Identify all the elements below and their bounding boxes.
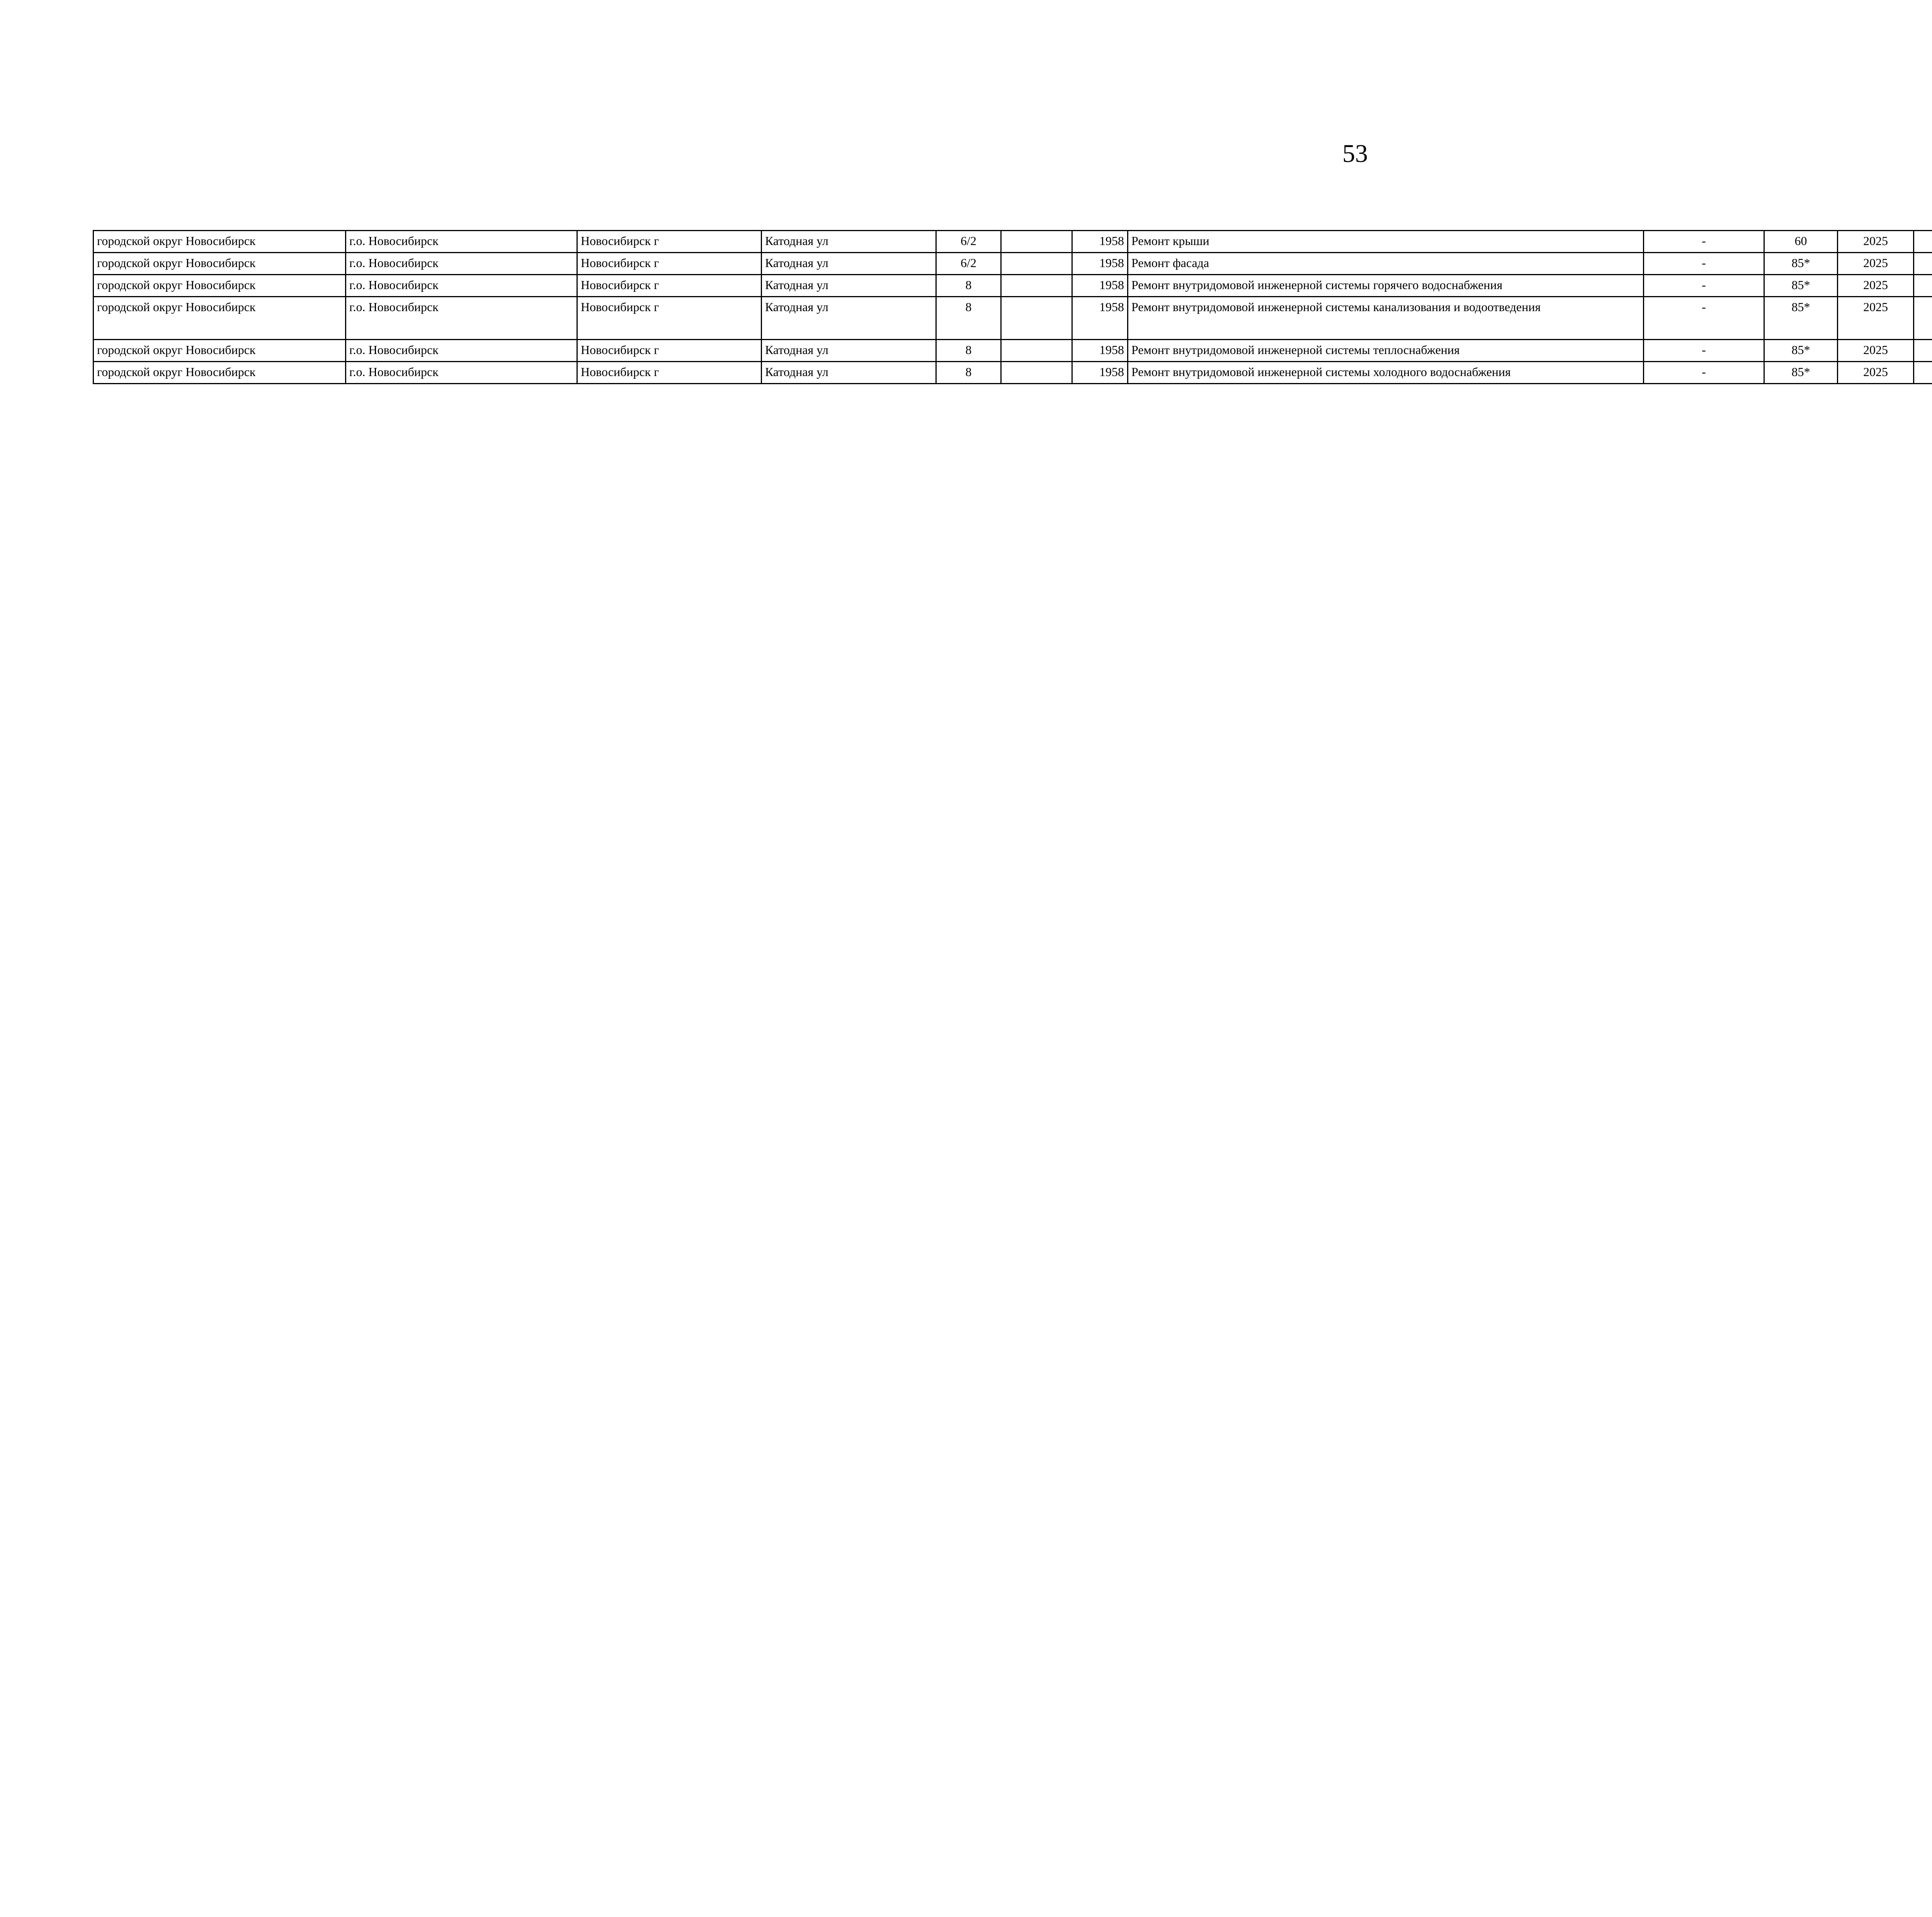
lift-year-cell: -	[1644, 362, 1764, 384]
settlement-cell: г.о. Новосибирск	[346, 362, 577, 384]
lift-year-cell: -	[1644, 253, 1764, 275]
municipality-cell: городской округ Новосибирск	[94, 340, 346, 362]
wear-percent-cell: 85*	[1764, 275, 1838, 297]
house-number-cell: 8	[936, 340, 1001, 362]
work-type-cell: Ремонт внутридомовой инженерной системы теплоснабжения	[1128, 340, 1644, 362]
street-cell: Катодная ул	[762, 231, 936, 253]
city-cell: Новосибирск г	[577, 253, 762, 275]
plan-year-start-cell: 2025	[1838, 297, 1914, 340]
settlement-cell: г.о. Новосибирск	[346, 340, 577, 362]
plan-year-start-cell: 2025	[1838, 362, 1914, 384]
municipality-cell: городской округ Новосибирск	[94, 231, 346, 253]
wear-percent-cell: 85*	[1764, 340, 1838, 362]
plan-year-start-cell: 2025	[1838, 253, 1914, 275]
plan-year-start-cell: 2025	[1838, 340, 1914, 362]
settlement-cell: г.о. Новосибирск	[346, 275, 577, 297]
city-cell: Новосибирск г	[577, 362, 762, 384]
house-number-cell: 6/2	[936, 253, 1001, 275]
plan-year-end-cell	[1914, 275, 1932, 297]
work-type-cell: Ремонт фасада	[1128, 253, 1644, 275]
plan-year-end-cell	[1914, 340, 1932, 362]
year-built-cell: 1958	[1072, 231, 1128, 253]
year-built-cell: 1958	[1072, 297, 1128, 340]
plan-year-end-cell	[1914, 231, 1932, 253]
wear-percent-cell: 60	[1764, 231, 1838, 253]
settlement-cell: г.о. Новосибирск	[346, 253, 577, 275]
city-cell: Новосибирск г	[577, 340, 762, 362]
plan-year-end-cell	[1914, 297, 1932, 340]
municipality-cell: городской округ Новосибирск	[94, 253, 346, 275]
table-row	[94, 231, 1932, 253]
plan-year-start-cell: 2025	[1838, 275, 1914, 297]
lift-year-cell: -	[1644, 297, 1764, 340]
municipality-cell: городской округ Новосибирск	[94, 297, 346, 340]
building-cell	[1001, 297, 1072, 340]
building-cell	[1001, 340, 1072, 362]
city-cell: Новосибирск г	[577, 297, 762, 340]
year-built-cell: 1958	[1072, 340, 1128, 362]
street-cell: Катодная ул	[762, 362, 936, 384]
street-cell: Катодная ул	[762, 275, 936, 297]
municipality-cell: городской округ Новосибирск	[94, 275, 346, 297]
plan-year-end-cell	[1914, 253, 1932, 275]
table-row	[94, 275, 1932, 297]
house-number-cell: 8	[936, 275, 1001, 297]
capital-repair-table	[93, 230, 1932, 384]
table-row	[94, 297, 1932, 340]
table-row	[94, 253, 1932, 275]
building-cell	[1001, 275, 1072, 297]
city-cell: Новосибирск г	[577, 231, 762, 253]
work-type-cell: Ремонт крыши	[1128, 231, 1644, 253]
wear-percent-cell: 85*	[1764, 253, 1838, 275]
year-built-cell: 1958	[1072, 362, 1128, 384]
work-type-cell: Ремонт внутридомовой инженерной системы горячего водоснабжения	[1128, 275, 1644, 297]
work-type-cell: Ремонт внутридомовой инженерной системы канализования и водоотведения	[1128, 297, 1644, 340]
settlement-cell: г.о. Новосибирск	[346, 231, 577, 253]
page-number: 53	[1342, 140, 1368, 168]
wear-percent-cell: 85*	[1764, 362, 1838, 384]
house-number-cell: 8	[936, 297, 1001, 340]
street-cell: Катодная ул	[762, 297, 936, 340]
work-type-cell: Ремонт внутридомовой инженерной системы холодного водоснабжения	[1128, 362, 1644, 384]
house-number-cell: 8	[936, 362, 1001, 384]
municipality-cell: городской округ Новосибирск	[94, 362, 346, 384]
city-cell: Новосибирск г	[577, 275, 762, 297]
building-cell	[1001, 231, 1072, 253]
table-row	[94, 340, 1932, 362]
street-cell: Катодная ул	[762, 340, 936, 362]
lift-year-cell: -	[1644, 275, 1764, 297]
street-cell: Катодная ул	[762, 253, 936, 275]
table-row	[94, 362, 1932, 384]
plan-year-start-cell: 2025	[1838, 231, 1914, 253]
lift-year-cell: -	[1644, 340, 1764, 362]
year-built-cell: 1958	[1072, 253, 1128, 275]
plan-year-end-cell	[1914, 362, 1932, 384]
settlement-cell: г.о. Новосибирск	[346, 297, 577, 340]
building-cell	[1001, 362, 1072, 384]
lift-year-cell: -	[1644, 231, 1764, 253]
building-cell	[1001, 253, 1072, 275]
house-number-cell: 6/2	[936, 231, 1001, 253]
year-built-cell: 1958	[1072, 275, 1128, 297]
wear-percent-cell: 85*	[1764, 297, 1838, 340]
